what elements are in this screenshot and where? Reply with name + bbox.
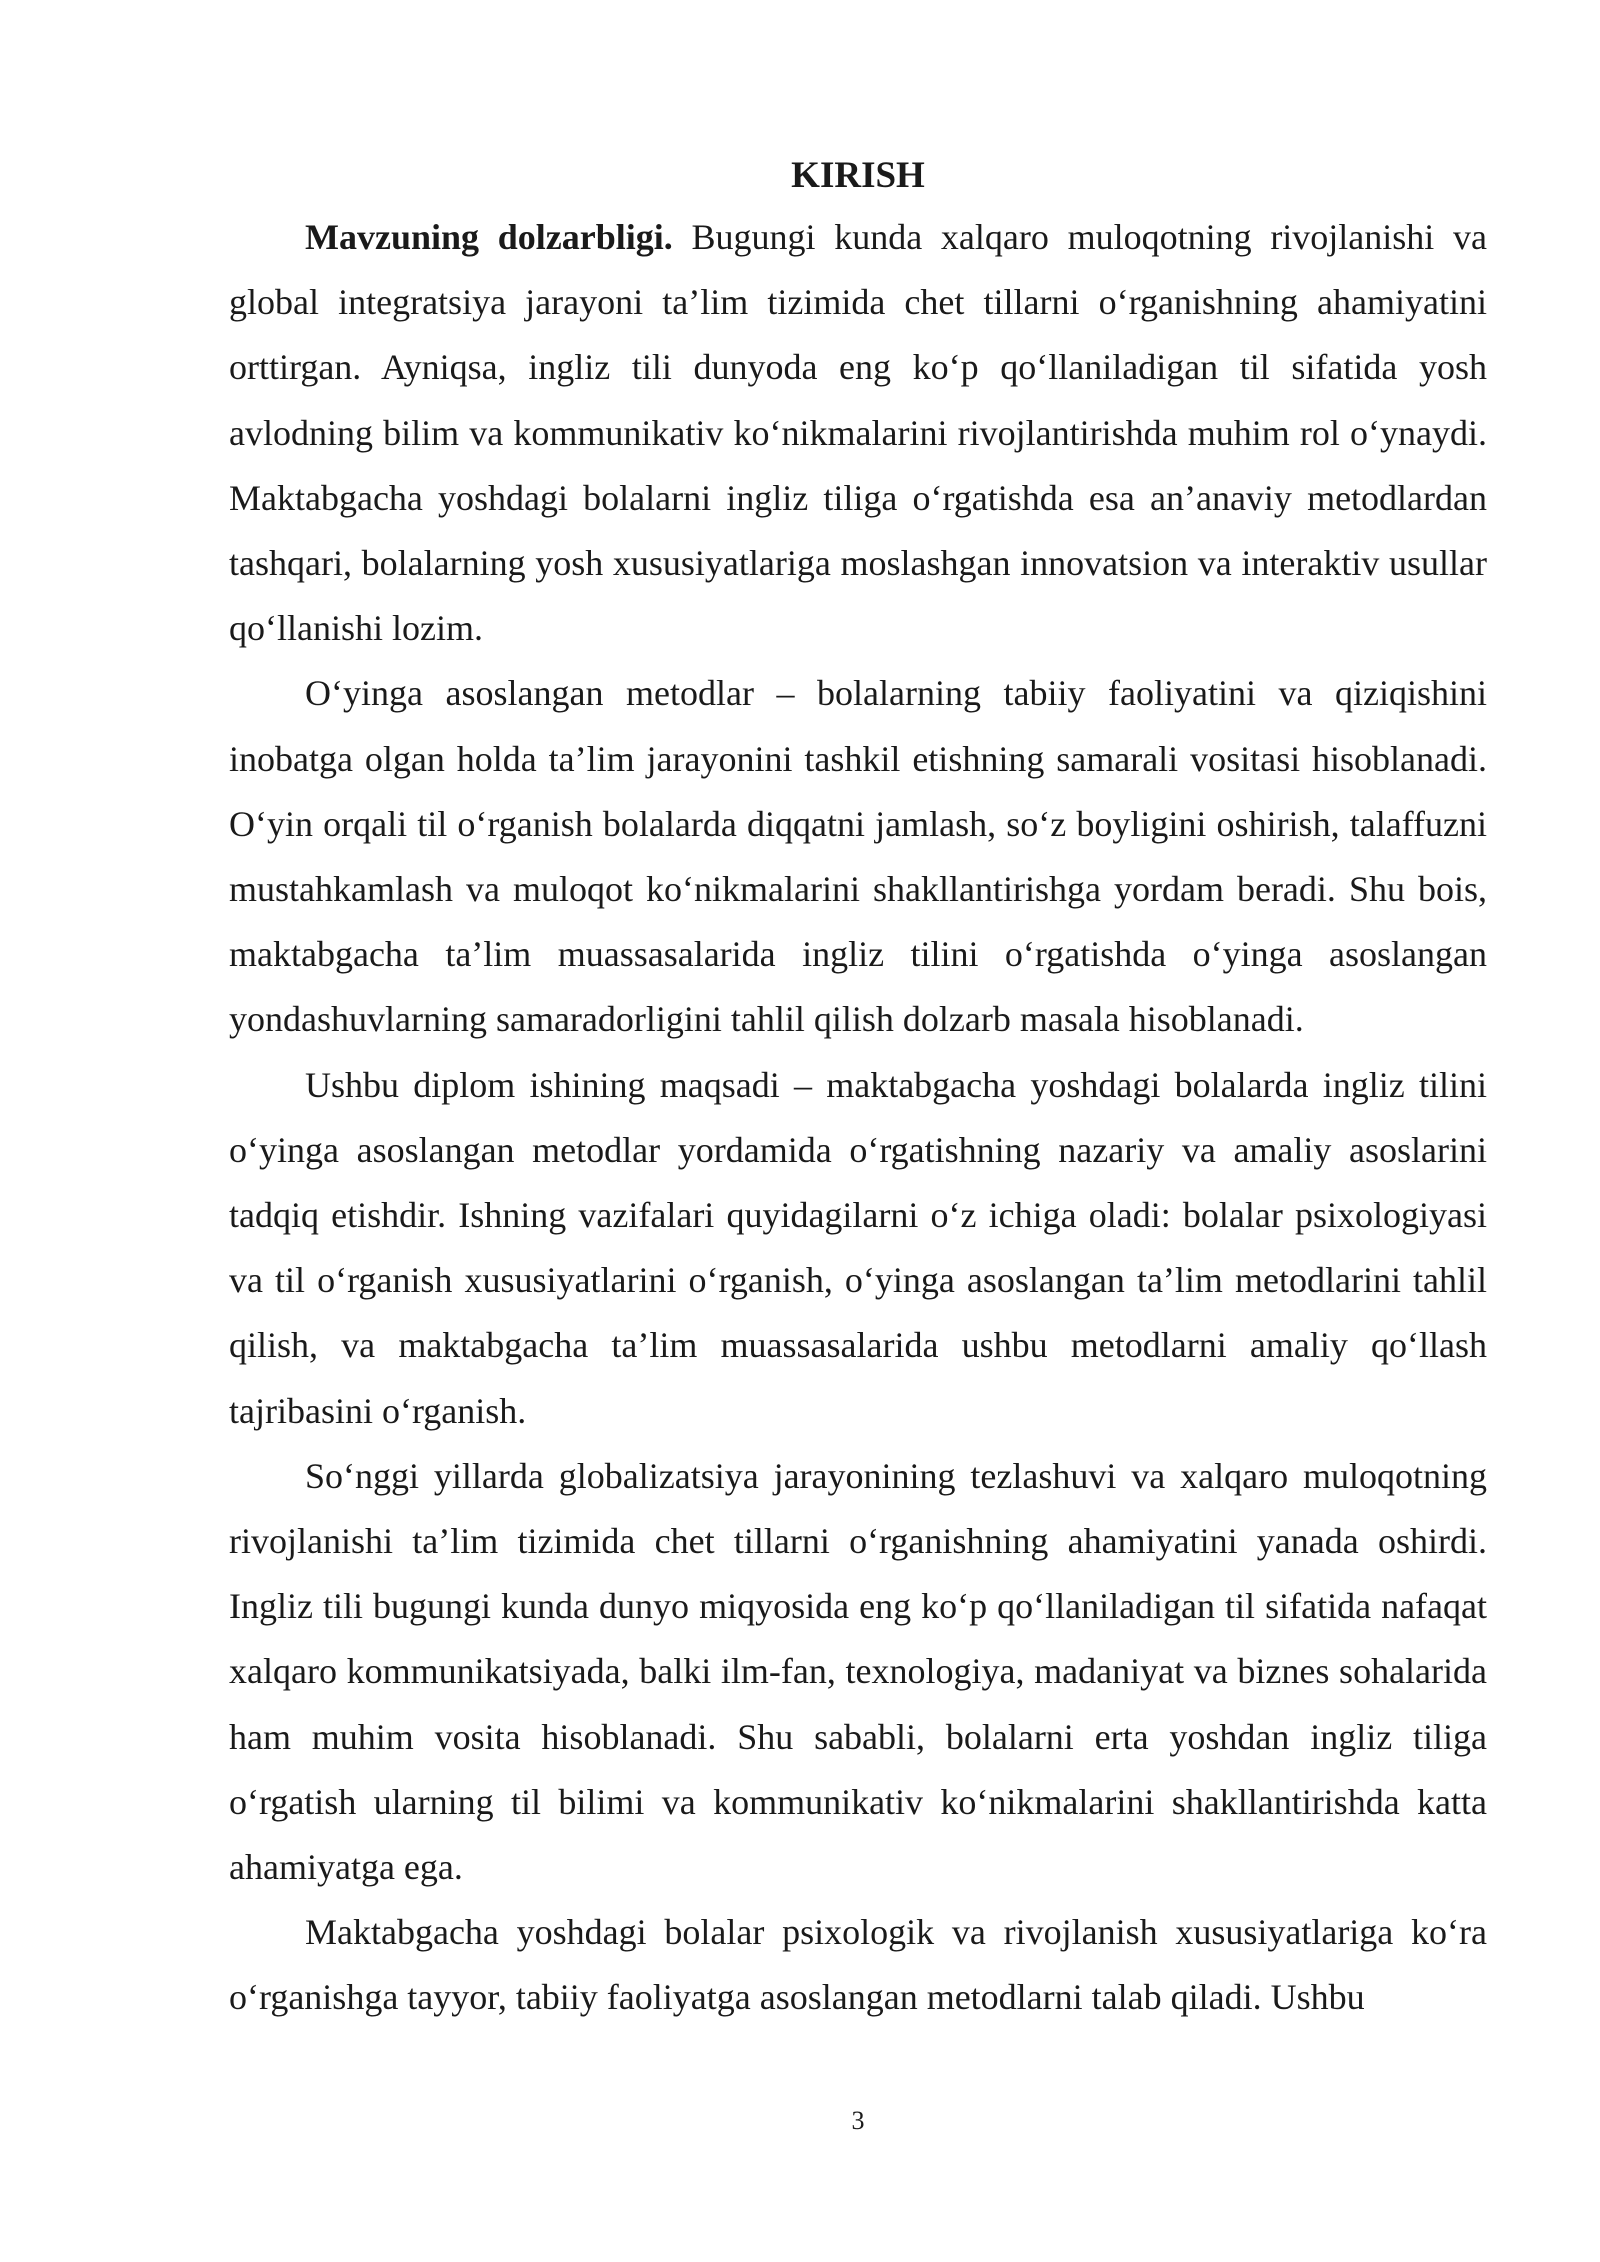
paragraph-relevance <box>229 205 1487 661</box>
paragraph-goal <box>229 1053 1487 1444</box>
paragraph-text: Ushbu diplom ishining maqsadi – maktabgacha yoshdagi bolalarda ingliz tilini o‘yinga asoslangan metodlar yordamida o‘rgatishning nazariy va amaliy asoslarini tadqiq etishdir. Ishning vazifalari quyidagilarni o‘z ichiga oladi: bolalar psixologiyasi va til o‘rganish xususiyatlarini o‘rganish, o‘yinga asoslangan ta’lim metodlarini tahlil qilish, va maktabgacha ta’lim muassasalarida ushbu metodlarni amaliy qo‘llash tajribasini o‘rganish. <box>229 1064 1487 1431</box>
section-heading: KIRISH <box>791 155 925 196</box>
page-body <box>229 150 1487 2031</box>
paragraph-text: O‘yinga asoslangan metodlar – bolalarning tabiiy faoliyatini va qiziqishini inobatga olgan holda ta’lim jarayonini tashkil etishning samarali vositasi hisoblanadi. O‘yin orqali til o‘rganish bolalarda diqqatni jamlash, so‘z boyligini oshirish, talaffuzni mustahkamlash va muloqot ko‘nikmalarini shakllantirishga yordam beradi. Shu bois, maktabgacha ta’lim muassasalarida ingliz tilini o‘rgatishda o‘yinga asoslangan yondashuvlarning samaradorligini tahlil qilish dolzarb masala hisoblanadi. <box>229 673 1487 1040</box>
paragraph-text: So‘nggi yillarda globalizatsiya jarayonining tezlashuvi va xalqaro muloqotning rivojlanishi ta’lim tizimida chet tillarni o‘rganishning ahamiyatini yanada oshirdi. Ingliz tili bugungi kunda dunyo miqyosida eng ko‘p qo‘llaniladigan til sifatida nafaqat xalqaro kommunikatsiyada, balki ilm-fan, texnologiya, madaniyat va biznes sohalarida ham muhim vosita hisoblanadi. Shu sababli, bolalarni erta yoshdan ingliz tiliga o‘rgatish ularning til bilimi va kommunikativ ko‘nikmalarini shakllantirishda katta ahamiyatga ega. <box>229 1455 1487 1888</box>
paragraph-text: Bugungi kunda xalqaro muloqotning rivojlanishi va global integratsiya jarayoni ta’lim tizimida chet tillarni o‘rganishning ahamiyatini orttirgan. Ayniqsa, ingliz tili dunyoda eng ko‘p qo‘llaniladigan til sifatida yosh avlodning bilim va kommunikativ ko‘nikmalarini rivojlantirishda muhim rol o‘ynaydi. Maktabgacha yoshdagi bolalarni ingliz tiliga o‘rgatishda esa an’anaviy metodlardan tashqari, bolalarning yosh xususiyatlariga moslashgan innovatsion va interaktiv usullar qo‘llanishi lozim. <box>229 217 1488 649</box>
paragraph-text: Maktabgacha yoshdagi bolalar psixologik va rivojlanish xususiyatlariga ko‘ra o‘rganishga tayyor, tabiiy faoliyatga asoslangan metodlarni talab qiladi. Ushbu <box>229 1912 1487 2018</box>
paragraph-game-methods <box>229 661 1487 1052</box>
paragraph-lead: Mavzuning dolzarbligi. <box>305 217 673 257</box>
paragraph-preschool <box>229 1900 1487 2030</box>
paragraph-globalization <box>229 1444 1487 1900</box>
page-number: 3 <box>851 2106 865 2135</box>
